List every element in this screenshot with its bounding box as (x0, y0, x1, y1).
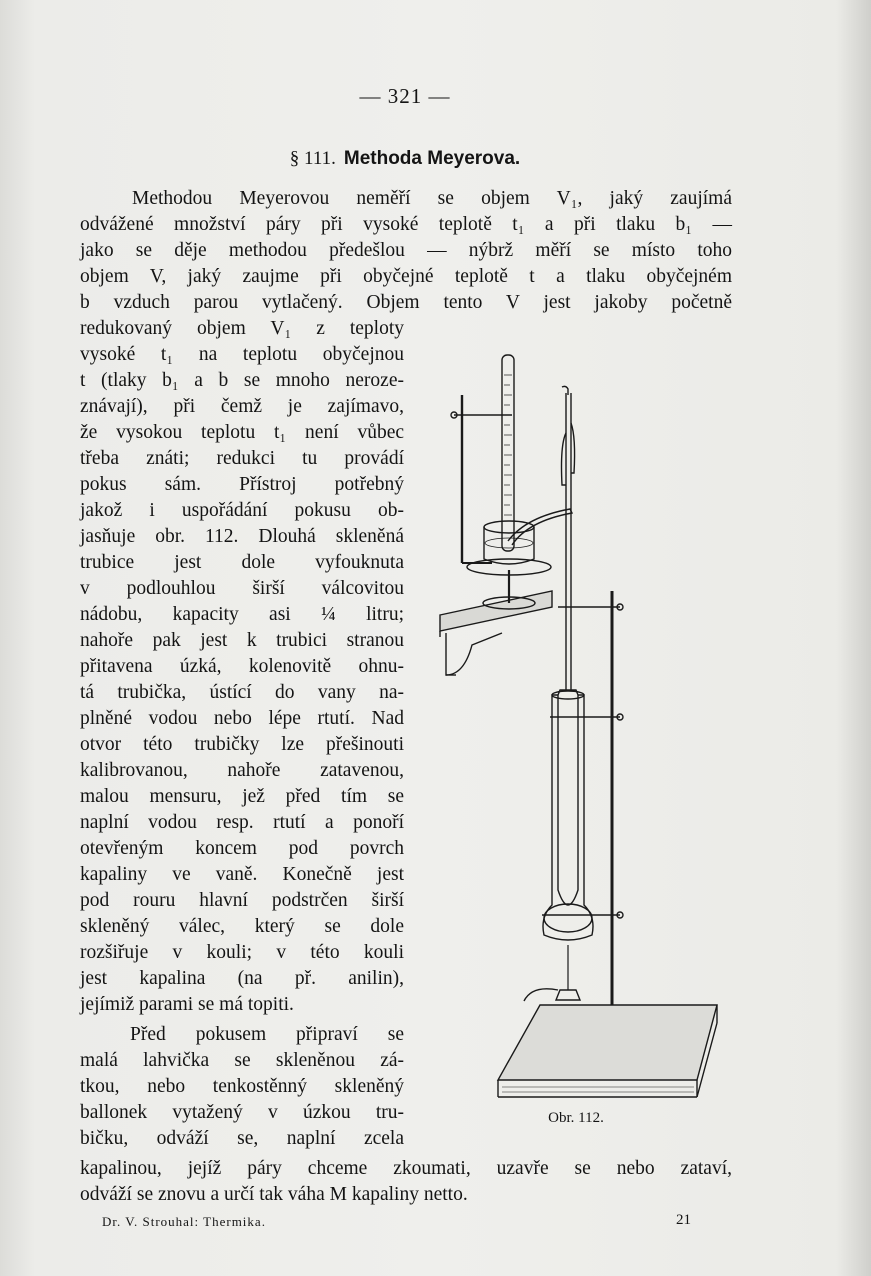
body-line: kapaliny ve vaně. Konečně jest (80, 864, 404, 885)
body-line: otvor této trubičky lze přešinouti (80, 734, 404, 755)
body-line: redukovaný objem V₁ z teploty (80, 318, 404, 339)
body-line: t (tlaky b₁ a b se mnoho neroze- (80, 370, 404, 391)
body-line: kalibrovanou, nahoře zatavenou, (80, 760, 404, 781)
base-hatching (502, 1087, 694, 1092)
main-vessel (558, 690, 578, 905)
section-title: Methoda Meyerova. (343, 148, 521, 169)
body-line: odvážené množství páry při vysoké teplotě t₁ a při tlaku b₁ — (80, 214, 732, 235)
body-line: jakož i uspořádání pokusu ob- (80, 500, 404, 521)
body-line: malá lahvička se skleněnou zá- (80, 1050, 404, 1071)
body-line: otevřeným koncem pod povrch (80, 838, 404, 859)
jacket-bulb (544, 904, 592, 932)
body-line: v podlouhlou širší válcovitou (80, 578, 404, 599)
figure-caption: Obr. 112. (548, 1110, 604, 1126)
apparatus-illustration (432, 345, 732, 1135)
body-line: Před pokusem připraví se (130, 1024, 404, 1045)
base-board (498, 1005, 717, 1080)
body-line: jasňuje obr. 112. Dlouhá skleněná (80, 526, 404, 547)
body-line: tkou, nebo tenkostěnný skleněný (80, 1076, 404, 1097)
body-line: Methodou Meyerovou neměří se objem V₁, jaký zaujímá (132, 188, 732, 209)
measuring-tube-scale (504, 375, 512, 515)
body-line: kapalinou, jejíž páry chceme zkoumati, uzavře se nebo zataví, (80, 1158, 732, 1179)
section-heading (0, 148, 810, 170)
body-line: jako se děje methodou předešlou — nýbrž měří se místo toho (80, 240, 732, 261)
body-line: ballonek vytažený v úzkou tru- (80, 1102, 404, 1123)
apparatus-drawing (432, 345, 732, 1135)
body-line: naplní vodou resp. rtutí a ponoří (80, 812, 404, 833)
page-number: — 321 — (359, 84, 451, 108)
body-line: pod rouru hlavní podstrčen širší (80, 890, 404, 911)
side-tube (508, 509, 572, 545)
body-line: malou mensuru, jež před tím se (80, 786, 404, 807)
body-line: vysoké t₁ na teplotu obyčejnou (80, 344, 404, 365)
body-line: že vysokou teplotu t₁ není vůbec (80, 422, 404, 443)
shelf-top (440, 591, 552, 631)
body-line: nádobu, kapacity asi ¼ litru; (80, 604, 404, 625)
body-line: třeba znáti; redukci tu provádí (80, 448, 404, 469)
main-tube-tip (562, 386, 568, 395)
body-line: jejímiž parami se má topiti. (80, 994, 294, 1015)
trough-rim (484, 521, 534, 533)
vapour-jacket (543, 695, 593, 940)
body-line: znávají), při čemž je zajímavo, (80, 396, 404, 417)
body-line: objem V, jaký zaujme při obyčejné teplotě t a tlaku obyčejném (80, 266, 732, 287)
body-line: odváží se znovu a určí tak váha M kapaliny netto. (80, 1184, 468, 1205)
body-line: jest kapalina (na př. anilin), (80, 968, 404, 989)
footer-signature: 21 (676, 1212, 691, 1228)
body-line: rozšiřuje v kouli; v této kouli (80, 942, 404, 963)
body-line: plněné vodou nebo lépe rtutí. Nad (80, 708, 404, 729)
body-line: tá trubička, ústící do vany na- (80, 682, 404, 703)
burner-base (556, 990, 580, 1000)
body-line: bičku, odváží se, naplní zcela (80, 1128, 404, 1149)
body-line: přitavena úzká, kolenovitě ohnu- (80, 656, 404, 677)
body-line: pokus sám. Přístroj potřebný (80, 474, 404, 495)
shelf-bracket (446, 633, 502, 675)
section-number: § 111. (289, 148, 336, 169)
burner-hose (524, 989, 558, 1001)
body-line: trubice jest dole vyfouknuta (80, 552, 404, 573)
body-line: nahoře pak jest k trubici stranou (80, 630, 404, 651)
body-line: skleněný válec, který se dole (80, 916, 404, 937)
footer-author: Dr. V. Strouhal: Thermika. (102, 1214, 266, 1229)
body-line: b vzduch parou vytlačený. Objem tento V jest jakoby početně (80, 292, 732, 313)
